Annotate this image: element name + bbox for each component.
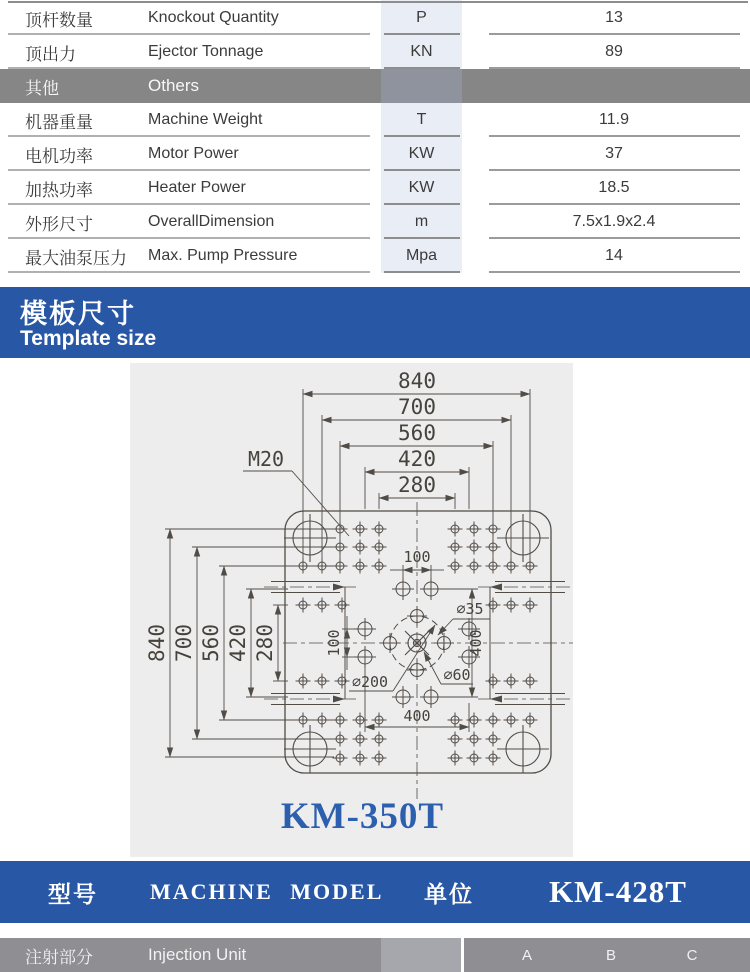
row-label-en: Ejector Tonnage [148,43,264,60]
row-unit: m [414,213,429,230]
dim-840-left: 840 [145,624,169,662]
dim-400-right: 400 [467,629,485,657]
dia-35-label: ∅35 [456,600,484,618]
dim-560-left: 560 [199,624,223,662]
row-label-en: OverallDimension [148,213,275,230]
dim-400-bottom: 400 [403,707,431,725]
model-bar-en: MACHINE MODEL [150,879,384,904]
bottom-row-cn: 注射部分 [25,947,93,967]
table-row [0,35,750,69]
row-value: 14 [605,247,623,264]
model-bar-model: KM-428T [549,874,687,909]
row-border [384,271,460,273]
bottom-row-en: Injection Unit [148,945,247,964]
row-label-en: Knockout Quantity [148,9,279,26]
platen-drawing [130,363,573,857]
row-label-en: Heater Power [148,179,246,196]
row-label-en: Max. Pump Pressure [148,247,298,264]
model-bar-unit: 单位 [424,881,474,907]
dia-200-label: ∅200 [351,673,389,691]
table-row [0,137,750,171]
row-border [489,271,740,273]
row-value: 11.9 [599,111,629,128]
dim-840-top: 840 [398,369,436,393]
column-a: A [521,946,532,964]
row-value: 18.5 [598,179,630,196]
column-c: C [686,946,698,964]
table-row [0,205,750,239]
table-row [0,171,750,205]
row-unit: Mpa [405,247,438,264]
row-unit [381,69,462,103]
row-unit: P [416,9,427,26]
row-unit: KN [410,43,433,60]
banner-title-en: Template size [20,327,157,350]
dim-700-top: 700 [398,395,436,419]
row-value: 13 [605,9,623,26]
model-bar-cn: 型号 [48,881,98,907]
row-label-cn: 其他 [25,78,59,98]
table-row [0,69,750,103]
dim-420-top: 420 [398,447,436,471]
row-label-cn: 外形尺寸 [25,214,93,234]
drawing-model-label: KM-350T [280,796,445,837]
row-value [488,69,740,103]
dim-100-top: 100 [403,548,431,566]
spec-table [0,0,750,275]
dim-700-left: 700 [172,624,196,662]
banner-title-cn: 模板尺寸 [20,299,136,329]
row-value: 89 [605,43,623,60]
dim-280-top: 280 [398,473,436,497]
row-label-en: Machine Weight [148,111,263,128]
dim-560-top: 560 [398,421,436,445]
row-label-cn: 最大油泵压力 [25,248,127,268]
thread-label-m20: M20 [247,447,285,471]
row-label-cn: 机器重量 [25,112,93,132]
row-value: 37 [605,145,623,162]
row-unit: KW [408,145,435,162]
machine-model-bar [0,861,750,923]
table-row [0,1,750,35]
section-banner [0,287,750,358]
row-label-cn: 顶杆数量 [25,10,93,30]
row-label-cn: 顶出力 [25,44,76,64]
row-value: 7.5x1.9x2.4 [572,213,656,230]
table-row [0,239,750,273]
row-label-cn: 加热功率 [25,180,93,200]
dim-420-left: 420 [226,624,250,662]
row-border [8,271,370,273]
dim-280-left: 280 [253,624,277,662]
row-unit: T [416,111,427,128]
injection-unit-row [0,938,750,972]
dim-100-left: 100 [325,629,343,657]
table-row [0,103,750,137]
column-b: B [605,946,616,964]
row-label-en: Motor Power [148,145,239,162]
row-label-cn: 电机功率 [25,146,93,166]
template-drawing-panel [130,363,573,857]
unit-cell [381,938,461,972]
dia-60-label: ∅60 [443,666,471,684]
cell-separator [461,938,464,972]
row-unit: KW [408,179,435,196]
row-label-en: Others [148,76,200,95]
